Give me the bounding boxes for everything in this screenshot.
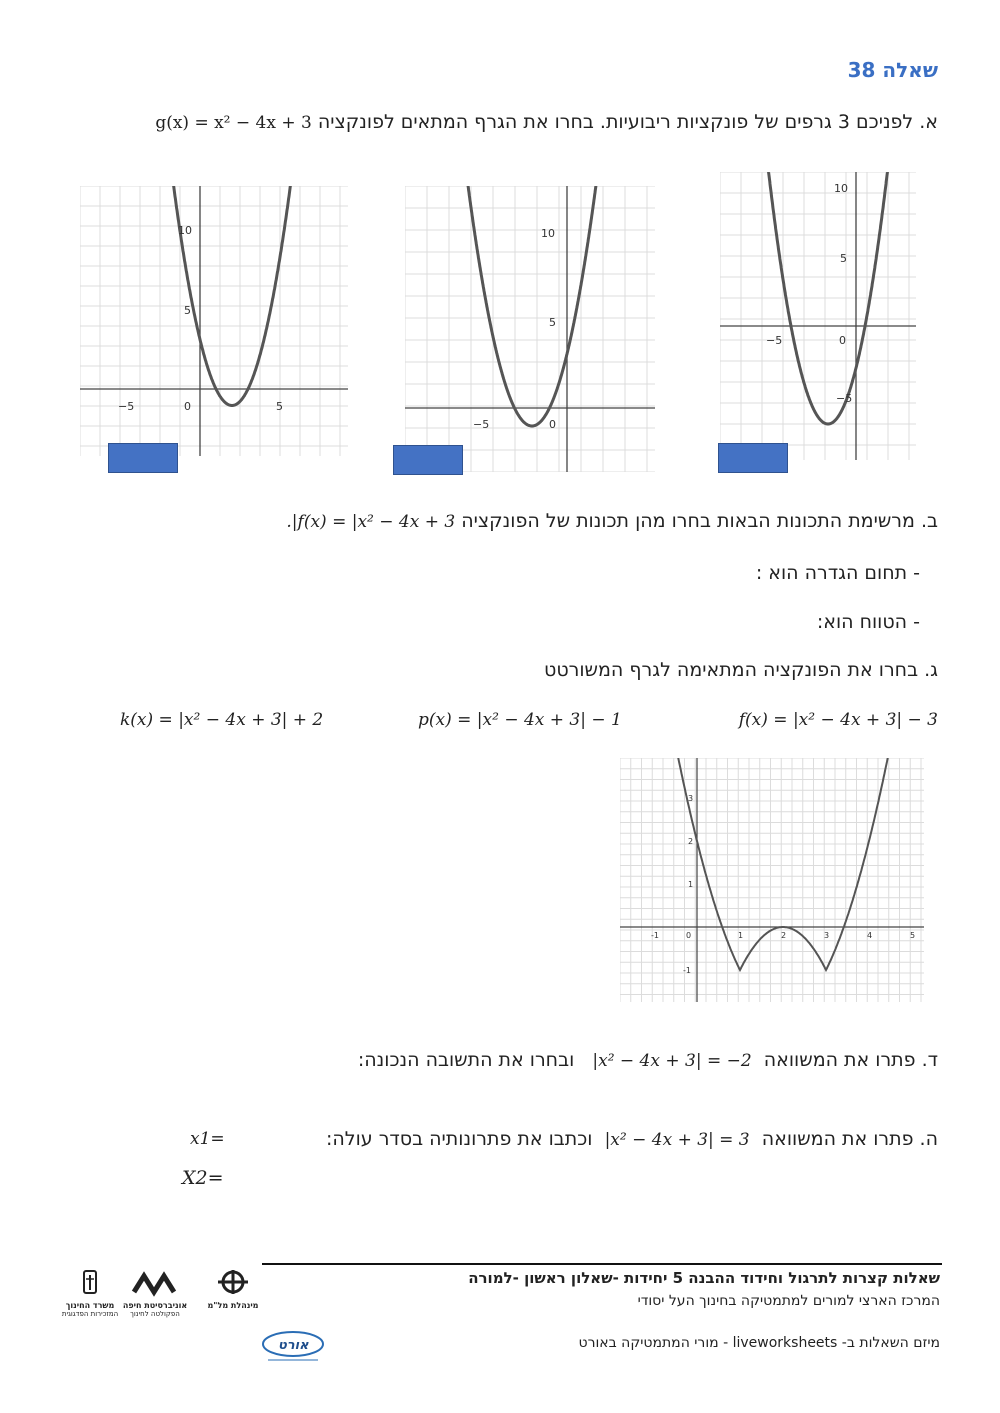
- logo-edu-label: משרד החינוך: [65, 1301, 115, 1310]
- tick-label: 10: [834, 182, 848, 195]
- tick-label: 10: [541, 227, 555, 240]
- part-a-formula: g(x) = x² − 4x + 3: [155, 113, 312, 133]
- answer-box-graph-right[interactable]: [718, 443, 788, 473]
- answer-box-graph-middle[interactable]: [393, 445, 463, 475]
- option-p[interactable]: 𝑝(𝑥) = |𝑥² − 4𝑥 + 3| − 1: [418, 710, 622, 730]
- malam-logo-icon: [198, 1268, 268, 1298]
- part-d-formula: |𝑥² − 4𝑥 + 3| = −2: [592, 1051, 752, 1071]
- x1-label: x1=: [190, 1129, 225, 1149]
- part-b-text: ב. מרשימת התכונות הבאות בחרו מהן תכונות של הפונקציה: [461, 510, 938, 532]
- graph-part-c: [620, 758, 924, 1002]
- part-d-text: ד. פתרו את המשוואה: [763, 1049, 938, 1071]
- tick-label: 5: [910, 931, 916, 940]
- logo-haifa-university: [120, 1268, 190, 1318]
- footer-line-3: מיזם השאלות ב- liveworksheets - מורי המתמטיקה באורט: [578, 1335, 940, 1351]
- tick-label: 0: [839, 334, 846, 347]
- answer-box-graph-left[interactable]: [108, 443, 178, 473]
- part-e-text: ה. פתרו את המשוואה: [761, 1128, 938, 1150]
- logo-ministry-of-education: [55, 1268, 125, 1318]
- tick-label: 3: [824, 931, 830, 940]
- footer-line-2: המרכז הארצי למורים למתמטיקה בחינוך העל יסודי: [637, 1293, 940, 1309]
- tick-label: 0: [184, 400, 191, 413]
- part-b-range: - הטווח הוא:: [816, 611, 920, 633]
- tick-label: 1: [688, 880, 694, 889]
- tick-label: -1: [683, 966, 691, 975]
- logo-haifa-label: אוניברסיטת חיפה: [122, 1301, 188, 1310]
- footer-line-1: שאלות קצרות לתרגול וחידוד ההבנה 5 יחידות -שאלון ראשון -למורה: [468, 1269, 940, 1287]
- tick-label: −5: [473, 418, 490, 431]
- x2-label: X2=: [182, 1167, 224, 1189]
- tick-label: −5: [118, 400, 135, 413]
- logo-haifa-sub: הפקולטה לחינוך: [130, 1310, 180, 1318]
- logo-edu-sub: המזכירות הפדגוגית: [61, 1310, 119, 1318]
- part-d-text2: ובחרו את התשובה הנכונה:: [357, 1049, 575, 1071]
- graph-left: [80, 186, 348, 456]
- option-k[interactable]: 𝑘(𝑥) = |𝑥² − 4𝑥 + 3| + 2: [120, 710, 324, 730]
- part-e-question: [326, 1128, 938, 1150]
- option-f[interactable]: 𝑓(𝑥) = |𝑥² − 4𝑥 + 3| − 3: [738, 710, 938, 730]
- tick-label: 5: [276, 400, 283, 413]
- tick-label: 0: [549, 418, 556, 431]
- logo-ort: [258, 1328, 328, 1370]
- menorah-icon: [55, 1268, 125, 1298]
- tick-label: 0: [686, 931, 692, 940]
- tick-label: −5: [836, 392, 853, 405]
- logo-ort-label: אורט: [278, 1338, 309, 1353]
- page-title: שאלה 38: [847, 58, 938, 82]
- tick-label: 5: [840, 252, 847, 265]
- tick-label: 10: [178, 224, 192, 237]
- tick-label: 5: [184, 304, 191, 317]
- part-b-domain: - תחום הגדרה הוא :: [755, 562, 920, 584]
- graph-right: [720, 172, 916, 460]
- part-a-text: א. לפניכם 3 גרפים של פונקציות ריבועיות. בחרו את הגרף המתאים לפונקציה: [317, 111, 938, 133]
- part-e-text2: וכתבו את פתרונותיה בסדר עולה:: [325, 1128, 593, 1150]
- tick-label: 2: [688, 837, 694, 846]
- logo-malam: [198, 1268, 268, 1310]
- tick-label: 1: [738, 931, 744, 940]
- part-a-question: [155, 111, 938, 133]
- logo-malam-label: מינהלת מל"מ: [207, 1301, 259, 1310]
- tick-label: 4: [867, 931, 873, 940]
- part-b-question: [286, 510, 938, 532]
- footer-divider: [262, 1263, 942, 1265]
- tick-label: 5: [549, 316, 556, 329]
- tick-label: 3: [688, 794, 694, 803]
- tick-label: −5: [766, 334, 783, 347]
- part-e-formula: |𝑥² − 4𝑥 + 3| = 3: [604, 1130, 750, 1150]
- tick-label: 2: [781, 931, 787, 940]
- graph-middle: [405, 186, 655, 472]
- part-d-question: [358, 1049, 938, 1071]
- tick-label: -1: [651, 931, 659, 940]
- part-b-formula: 𝑓(𝑥) = |𝑥² − 4𝑥 + 3|.: [286, 512, 456, 532]
- haifa-logo-icon: [120, 1268, 190, 1298]
- ort-logo-icon: [258, 1328, 328, 1366]
- part-c-question: ג. בחרו את הפונקציה המתאימה לגרף המשורטט: [544, 659, 938, 681]
